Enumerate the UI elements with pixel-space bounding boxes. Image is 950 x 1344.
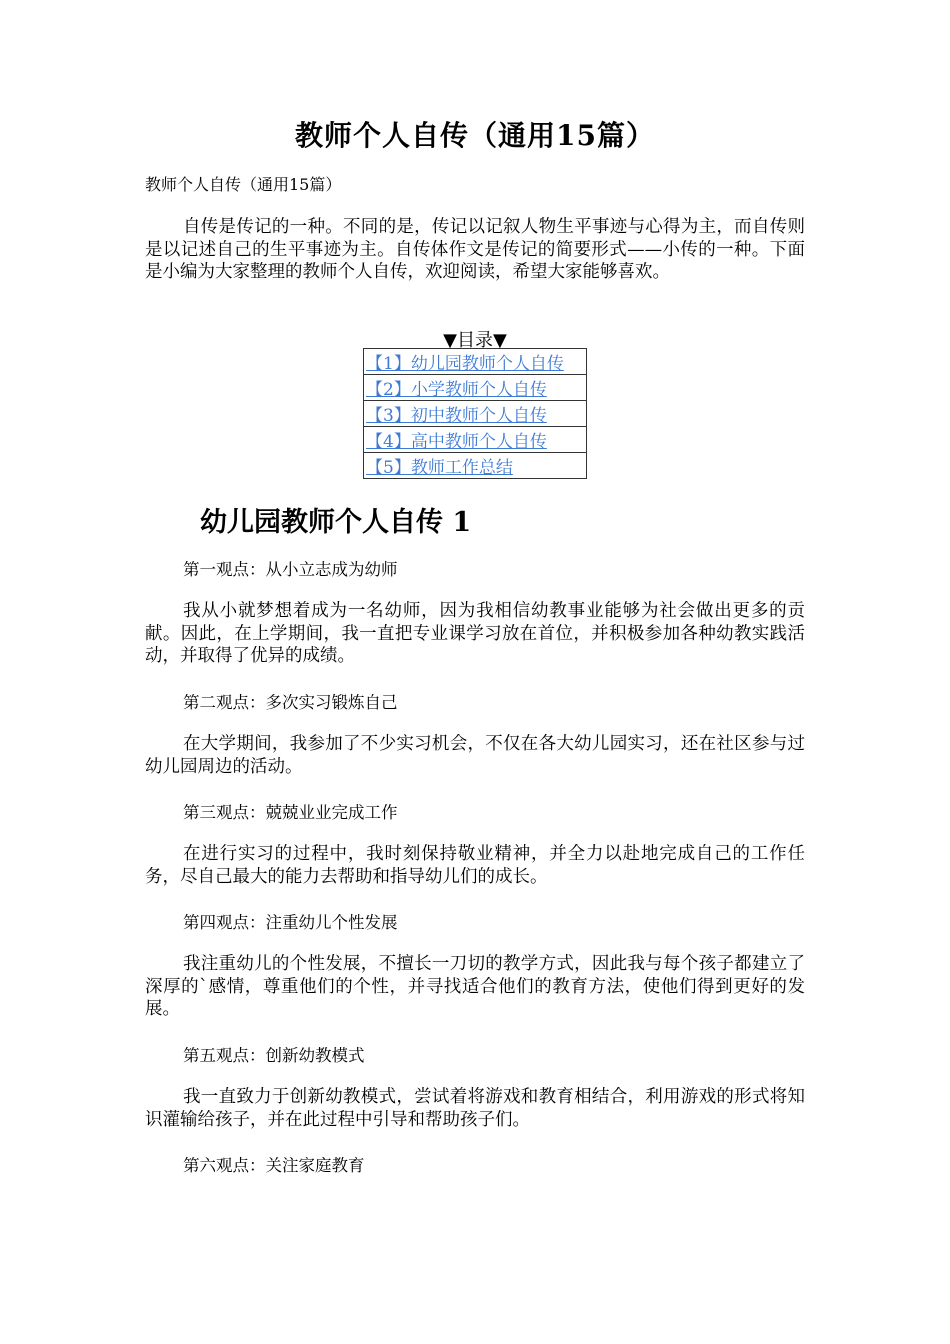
toc-link-3[interactable]: 【3】初中教师个人自传	[364, 401, 587, 427]
toc-link-4[interactable]: 【4】高中教师个人自传	[364, 427, 587, 453]
point-heading-5: 第五观点：创新幼教模式	[183, 1046, 365, 1065]
document-title: 教师个人自传（通用15篇）	[295, 119, 655, 152]
point-heading-4: 第四观点：注重幼儿个性发展	[183, 913, 398, 932]
point-paragraph-5: 我一直致力于创新幼教模式，尝试着将游戏和教育相结合，利用游戏的形式将知识灌输给孩子，并在此过程中引导和帮助孩子们。	[145, 1087, 805, 1130]
document-subtitle: 教师个人自传（通用15篇）	[145, 175, 342, 194]
table-of-contents	[363, 348, 587, 479]
toc-heading: ▼目录▼	[443, 330, 507, 351]
point-paragraph-3: 在进行实习的过程中，我时刻保持敬业精神，并全力以赴地完成自己的工作任务，尽自己最大的能力去帮助和指导幼儿们的成长。	[145, 844, 805, 887]
intro-paragraph: 自传是传记的一种。不同的是，传记以记叙人物生平事迹与心得为主，而自传则是以记述自己的生平事迹为主。自传体作文是传记的简要形式——小传的一种。下面是小编为大家整理的教师个人自传，欢迎阅读，希望大家能够喜欢。	[145, 217, 805, 282]
toc-link-5[interactable]: 【5】教师工作总结	[364, 453, 587, 479]
point-paragraph-4: 我注重幼儿的个性发展，不擅长一刀切的教学方式，因此我与每个孩子都建立了深厚的`感情，尊重他们的个性，并寻找适合他们的教育方法，使他们得到更好的发展。	[145, 954, 805, 1019]
point-heading-6: 第六观点：关注家庭教育	[183, 1156, 365, 1175]
point-heading-1: 第一观点：从小立志成为幼师	[183, 560, 398, 579]
point-paragraph-2: 在大学期间，我参加了不少实习机会，不仅在各大幼儿园实习，还在社区参与过幼儿园周边的活动。	[145, 734, 805, 777]
point-heading-3: 第三观点：兢兢业业完成工作	[183, 803, 398, 822]
point-paragraph-1: 我从小就梦想着成为一名幼师，因为我相信幼教事业能够为社会做出更多的贡献。因此，在上学期间，我一直把专业课学习放在首位，并积极参加各种幼教实践活动，并取得了优异的成绩。	[145, 601, 805, 666]
toc-link-1[interactable]: 【1】幼儿园教师个人自传	[364, 349, 587, 375]
toc-link-2[interactable]: 【2】小学教师个人自传	[364, 375, 587, 401]
point-heading-2: 第二观点：多次实习锻炼自己	[183, 693, 398, 712]
section-title: 幼儿园教师个人自传 1	[200, 507, 472, 538]
